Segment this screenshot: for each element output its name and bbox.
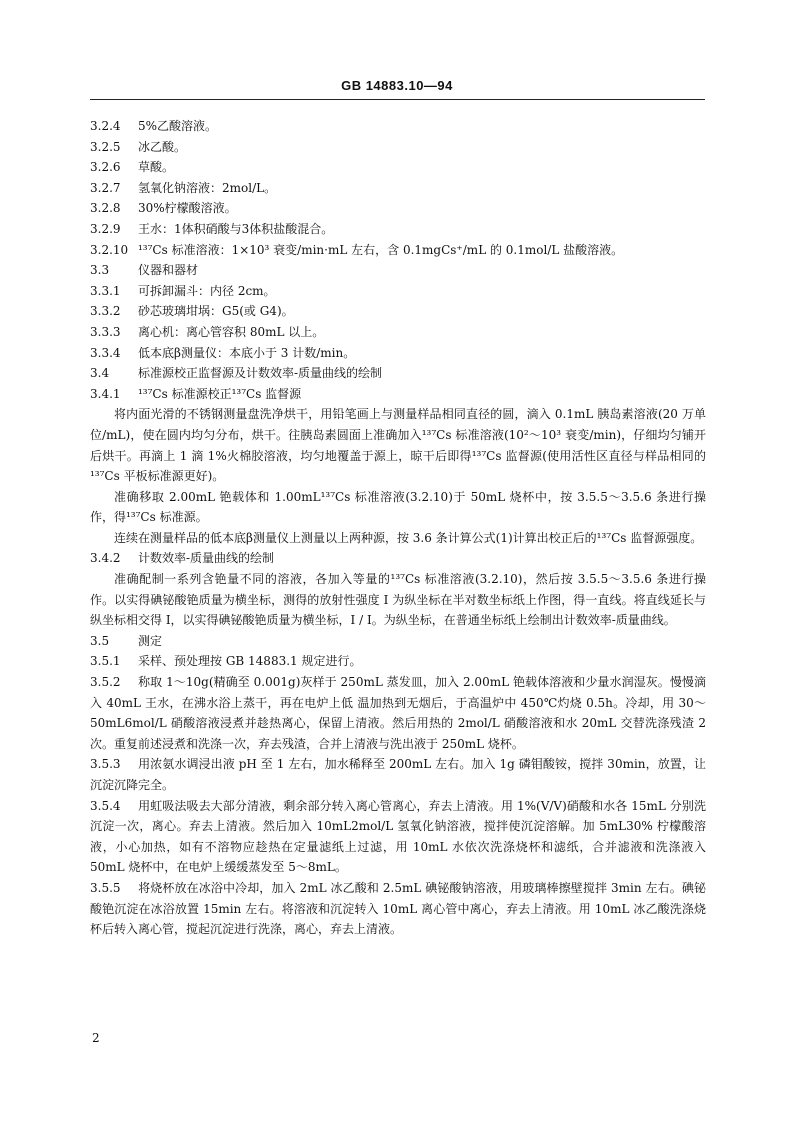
paragraph-monitor-calibration: 连续在测量样品的低本底β测量仪上测量以上两种源，按 3.6 条计算公式(1)计算出校正后的¹³⁷Cs 监督源强度。 — [114, 530, 703, 545]
clause-number: 3.4.2 — [90, 551, 121, 566]
clause-text: ¹³⁷Cs 标准溶液：1×10³ 衰变/min·mL 左右，含 0.1mgCs⁺/mL 的 0.1mol/L 盐酸溶液。 — [138, 242, 624, 257]
clause-text: 砂芯玻璃坩埚：G5(或 G4)。 — [138, 304, 294, 319]
clause-3-2-4 — [90, 116, 706, 137]
clause-text: 30%柠檬酸溶液。 — [138, 201, 237, 216]
clause-number: 3.5.2 — [90, 675, 121, 690]
clause-text: 氢氧化钠溶液：2mol/L。 — [138, 180, 277, 195]
clause-3-2-7 — [90, 178, 706, 199]
clause-3-5-4 — [90, 796, 706, 878]
clause-text: 王水：1体积硝酸与3体积盐酸混合。 — [138, 221, 334, 236]
clause-number: 3.5.3 — [90, 757, 121, 772]
clause-number: 3.2.4 — [90, 119, 121, 133]
clause-number: 3.5.5 — [90, 880, 121, 895]
clause-3-2-5 — [90, 137, 706, 158]
section-title: 仪器和器材 — [138, 263, 199, 278]
clause-3-3-1 — [90, 281, 706, 302]
section-3-4-heading — [90, 363, 706, 384]
clause-number: 3.2.7 — [90, 180, 121, 195]
clause-3-2-9 — [90, 219, 706, 240]
clause-number: 3.3.3 — [90, 324, 121, 339]
paragraph-monitor-source-prep: 将内面光滑的不锈钢测量盘洗净烘干，用铅笔画上与测量样品相同直径的圆，滴入 0.1mL 胰岛素溶液(20 万单位/mL)，使在圆内均匀分布，烘干。往胰岛素圆面上准确加入¹³⁷Cs 标准溶液(10²～10³ 衰变/min)，仔细均匀铺开后烘干。再滴上 1 滴 1%火棉胶溶液，均匀地覆盖于源上，晾干后即得¹³⁷Cs 监督源(使用活性区直径与样品相同的¹³⁷Cs 平板标准源更好)。 — [90, 407, 706, 484]
clause-3-4-2 — [90, 548, 706, 569]
clause-3-2-10 — [90, 240, 706, 261]
clause-number: 3.2.8 — [90, 201, 121, 216]
clause-text: 冰乙酸。 — [138, 139, 187, 154]
clause-text: 计数效率-质量曲线的绘制 — [138, 551, 275, 566]
clause-3-2-8 — [90, 198, 706, 219]
clause-text: ¹³⁷Cs 标准源校正¹³⁷Cs 监督源 — [138, 386, 302, 401]
clause-text: 草酸。 — [138, 160, 175, 175]
clause-3-4-1 — [90, 384, 706, 405]
clause-number: 3.2.5 — [90, 139, 121, 154]
paragraph-standard-source-prep: 准确移取 2.00mL 铯载体和 1.00mL¹³⁷Cs 标准溶液(3.2.10)于 50mL 烧杯中，按 3.5.5～3.5.6 条进行操作，得¹³⁷Cs 标准源。 — [90, 489, 706, 525]
section-number: 3.5 — [90, 633, 110, 648]
clause-number: 3.5.4 — [90, 798, 121, 813]
header-rule — [90, 99, 705, 100]
clause-text: 采样、预处理按 GB 14883.1 规定进行。 — [138, 654, 362, 669]
section-title: 测定 — [138, 633, 163, 648]
clause-3-5-2 — [90, 672, 706, 754]
clause-3-3-2 — [90, 301, 706, 322]
clause-3-5-3 — [90, 754, 706, 795]
clause-text: 5%乙酸溶液。 — [138, 119, 218, 133]
section-3-5-heading — [90, 631, 706, 652]
clause-number: 3.3.1 — [90, 283, 121, 298]
clause-text: 低本底β测量仪：本底小于 3 计数/min。 — [138, 345, 356, 360]
clause-text: 可拆卸漏斗：内径 2cm。 — [138, 283, 276, 298]
section-3-3-heading — [90, 260, 706, 281]
clause-3-5-1 — [90, 651, 706, 672]
paragraph-efficiency-curve: 准确配制一系列含铯量不同的溶液，各加入等量的¹³⁷Cs 标准溶液(3.2.10)，然后按 3.5.5～3.5.6 条进行操作。以实得碘铋酸铯质量为横坐标，测得的放射性强度 I 为纵坐标在半对数坐标纸上作图，得一直线。将直线延长与纵坐标相交得 I，以实得碘铋酸铯质量为横坐标，I / I。为纵坐标，在普通坐标纸上绘制出计数效率-质量曲线。 — [90, 572, 706, 628]
section-title: 标准源校正监督源及计数效率-质量曲线的绘制 — [138, 366, 383, 381]
clause-text: 用虹吸法吸去大部分清液，剩余部分转入离心管离心，弃去上清液。用 1%(V/V)硝酸和水各 15mL 分别洗沉淀一次，离心。弃去上清液。然后加入 10mL2mol/L 氢氧化钠溶液，搅拌使沉淀溶解。加 5mL30% 柠檬酸溶液，小心加热，如有不溶物应趁热在定量滤纸上过滤，用 10mL 水依次洗涤烧杯和滤纸，合并滤液和洗涤液入 50mL 烧杯中，在电炉上缓缓蒸发至 5～8mL。 — [90, 798, 706, 875]
clause-number: 3.3.4 — [90, 345, 121, 360]
clause-number: 3.3.2 — [90, 304, 121, 319]
clause-number: 3.2.9 — [90, 221, 121, 236]
clause-3-3-3 — [90, 322, 706, 343]
clause-text: 用浓氨水调浸出液 pH 至 1 左右，加水稀释至 200mL 左右。加入 1g 磷钼酸铵，搅拌 30min，放置，让沉淀沉降完全。 — [90, 757, 706, 792]
clause-3-5-5 — [90, 878, 706, 940]
page-number: 2 — [92, 1031, 100, 1045]
document-body — [90, 116, 706, 940]
standard-number-header: GB 14883.10—94 — [341, 78, 453, 93]
section-number: 3.4 — [90, 366, 110, 381]
clause-text: 将烧杯放在冰浴中冷却，加入 2mL 冰乙酸和 2.5mL 碘铋酸钠溶液，用玻璃棒擦壁搅拌 3min 左右。碘铋酸铯沉淀在冰浴放置 15min 左右。将溶液和沉淀转入 10mL 离心管中离心，弃去上清液。用 10mL 冰乙酸洗涤烧杯后转入离心管，搅起沉淀进行洗涤，离心，弃去上清液。 — [90, 880, 706, 937]
clause-number: 3.2.6 — [90, 160, 121, 175]
clause-number: 3.5.1 — [90, 654, 121, 669]
clause-3-2-6 — [90, 157, 706, 178]
clause-number: 3.2.10 — [90, 242, 129, 257]
clause-3-3-4 — [90, 343, 706, 364]
section-number: 3.3 — [90, 263, 110, 278]
clause-number: 3.4.1 — [90, 386, 121, 401]
clause-text: 离心机：离心管容积 80mL 以上。 — [138, 324, 325, 339]
clause-text: 称取 1～10g(精确至 0.001g)灰样于 250mL 蒸发皿，加入 2.00mL 铯载体溶液和少量水润湿灰。慢慢滴入 40mL 王水，在沸水浴上蒸干，再在电炉上低 温加热到无烟后，于高温炉中 450℃灼烧 0.5h。冷却，用 30～50mL6mol/L 硝酸溶液浸煮并趁热离心，保留上清液。然后用热的 2mol/L 硝酸溶液和水 20mL 交替洗涤残渣 2 次。重复前述浸煮和洗涤一次，弃去残渣，合并上清液与洗出液于 250mL 烧杯。 — [90, 675, 706, 751]
